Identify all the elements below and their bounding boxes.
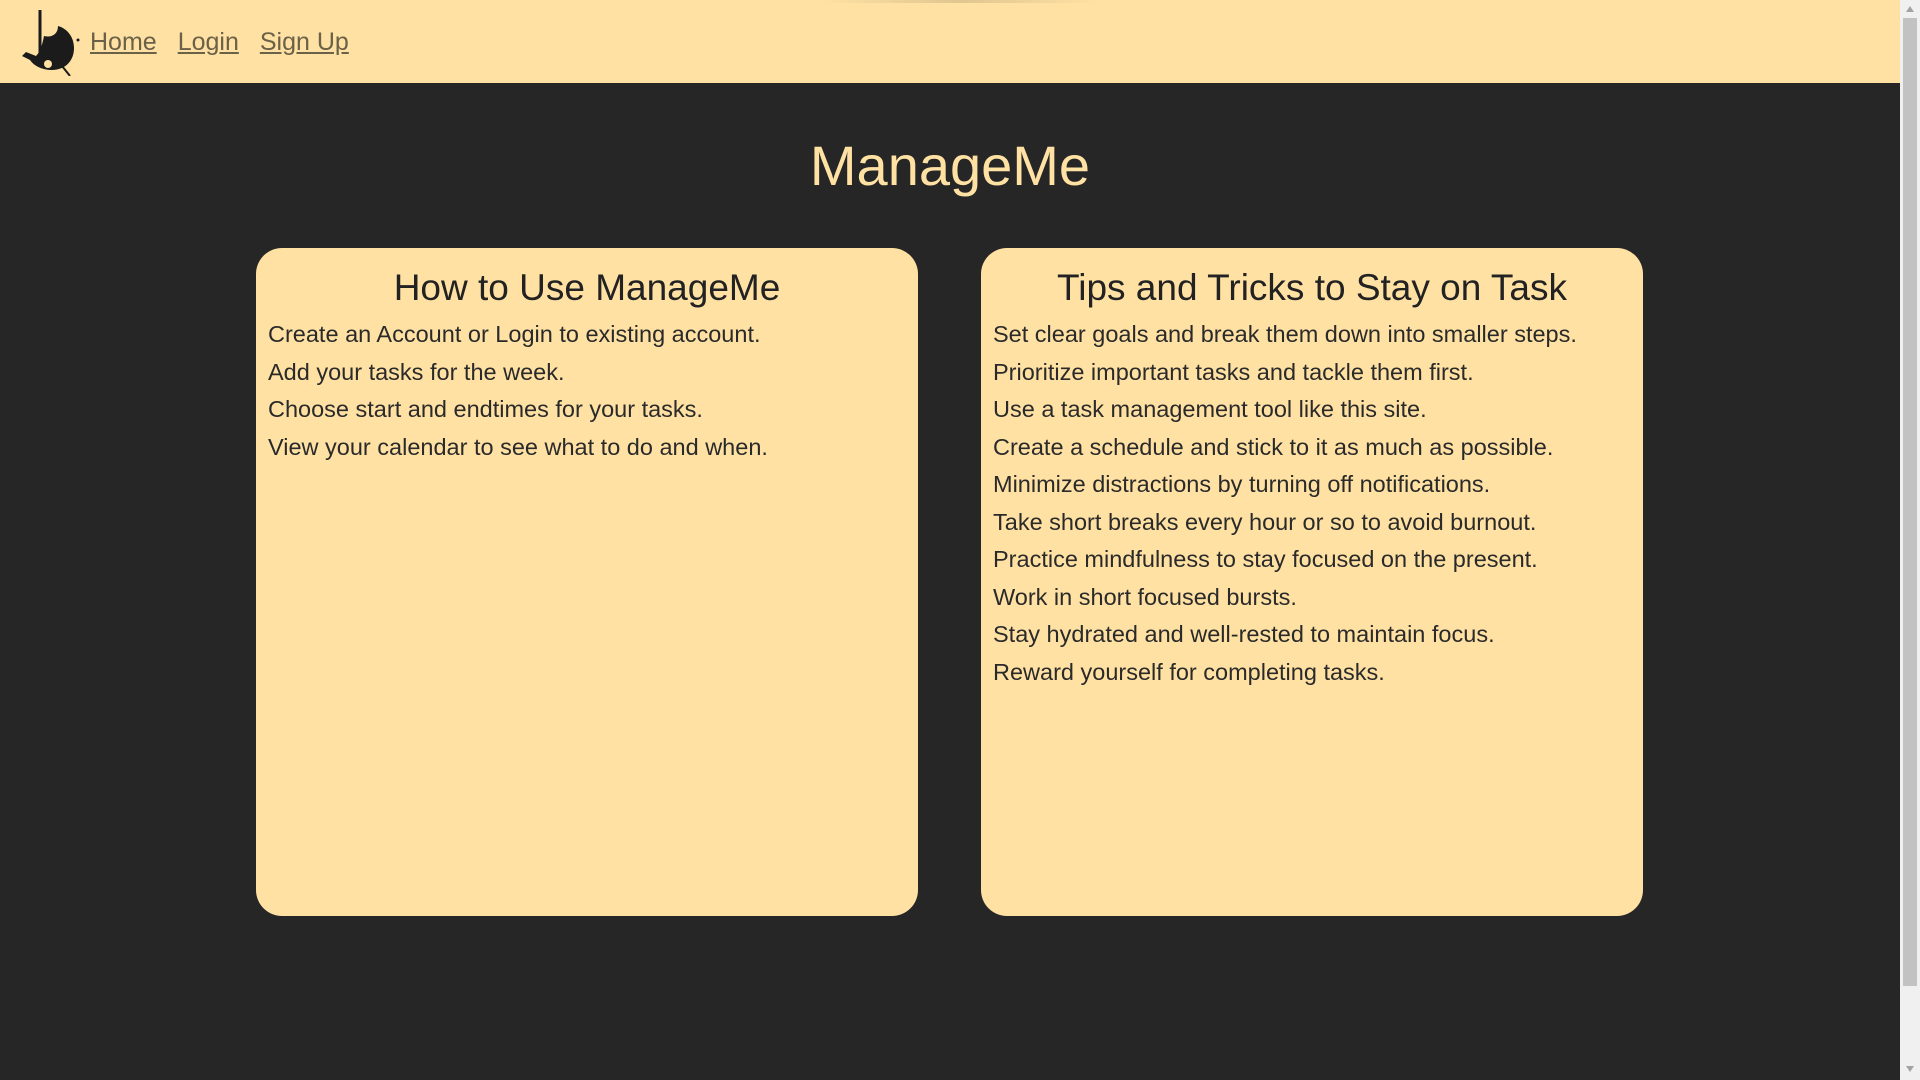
how-to-use-list [268, 316, 906, 466]
vertical-scrollbar[interactable] [1900, 0, 1920, 1080]
how-to-use-card [256, 248, 918, 916]
nav-link-login[interactable]: Login [177, 28, 239, 56]
scrollbar-thumb[interactable] [1903, 18, 1917, 986]
list-item: Take short breaks every hour or so to avoid burnout. [993, 508, 1537, 535]
card-title: How to Use ManageMe [393, 267, 781, 308]
list-item: Choose start and endtimes for your tasks. [268, 396, 703, 422]
navbar [0, 0, 1900, 83]
nav-links [90, 22, 349, 62]
scroll-down-arrow-icon[interactable] [1906, 1066, 1914, 1072]
list-item: View your calendar to see what to do and when. [268, 433, 768, 460]
list-item: Prioritize important tasks and tackle them first. [993, 358, 1474, 385]
card-title: Tips and Tricks to Stay on Task [1057, 267, 1567, 308]
list-item: Minimize distractions by turning off notifications. [993, 471, 1491, 497]
list-item: Create an Account or Login to existing account. [268, 321, 761, 347]
navbar-shadow [820, 0, 1100, 3]
list-item: Set clear goals and break them down into smaller steps. [993, 321, 1577, 347]
page-title: ManageMe [809, 134, 1091, 197]
tips-list [993, 316, 1631, 691]
list-item: Add your tasks for the week. [268, 358, 565, 385]
list-item: Use a task management tool like this site. [993, 396, 1427, 422]
list-item: Practice mindfulness to stay focused on the present. [993, 546, 1538, 572]
nav-link-sign-up[interactable]: Sign Up [259, 28, 349, 56]
nav-link-home[interactable]: Home [90, 28, 157, 56]
list-item: Create a schedule and stick to it as much as possible. [993, 433, 1554, 460]
list-item: Reward yourself for completing tasks. [993, 658, 1385, 685]
scroll-up-arrow-icon[interactable] [1906, 6, 1914, 12]
chess-knight-logo-icon[interactable] [18, 8, 80, 76]
list-item: Work in short focused bursts. [993, 583, 1297, 610]
list-item: Stay hydrated and well-rested to maintain focus. [993, 621, 1495, 647]
tips-and-tricks-card [981, 248, 1643, 916]
